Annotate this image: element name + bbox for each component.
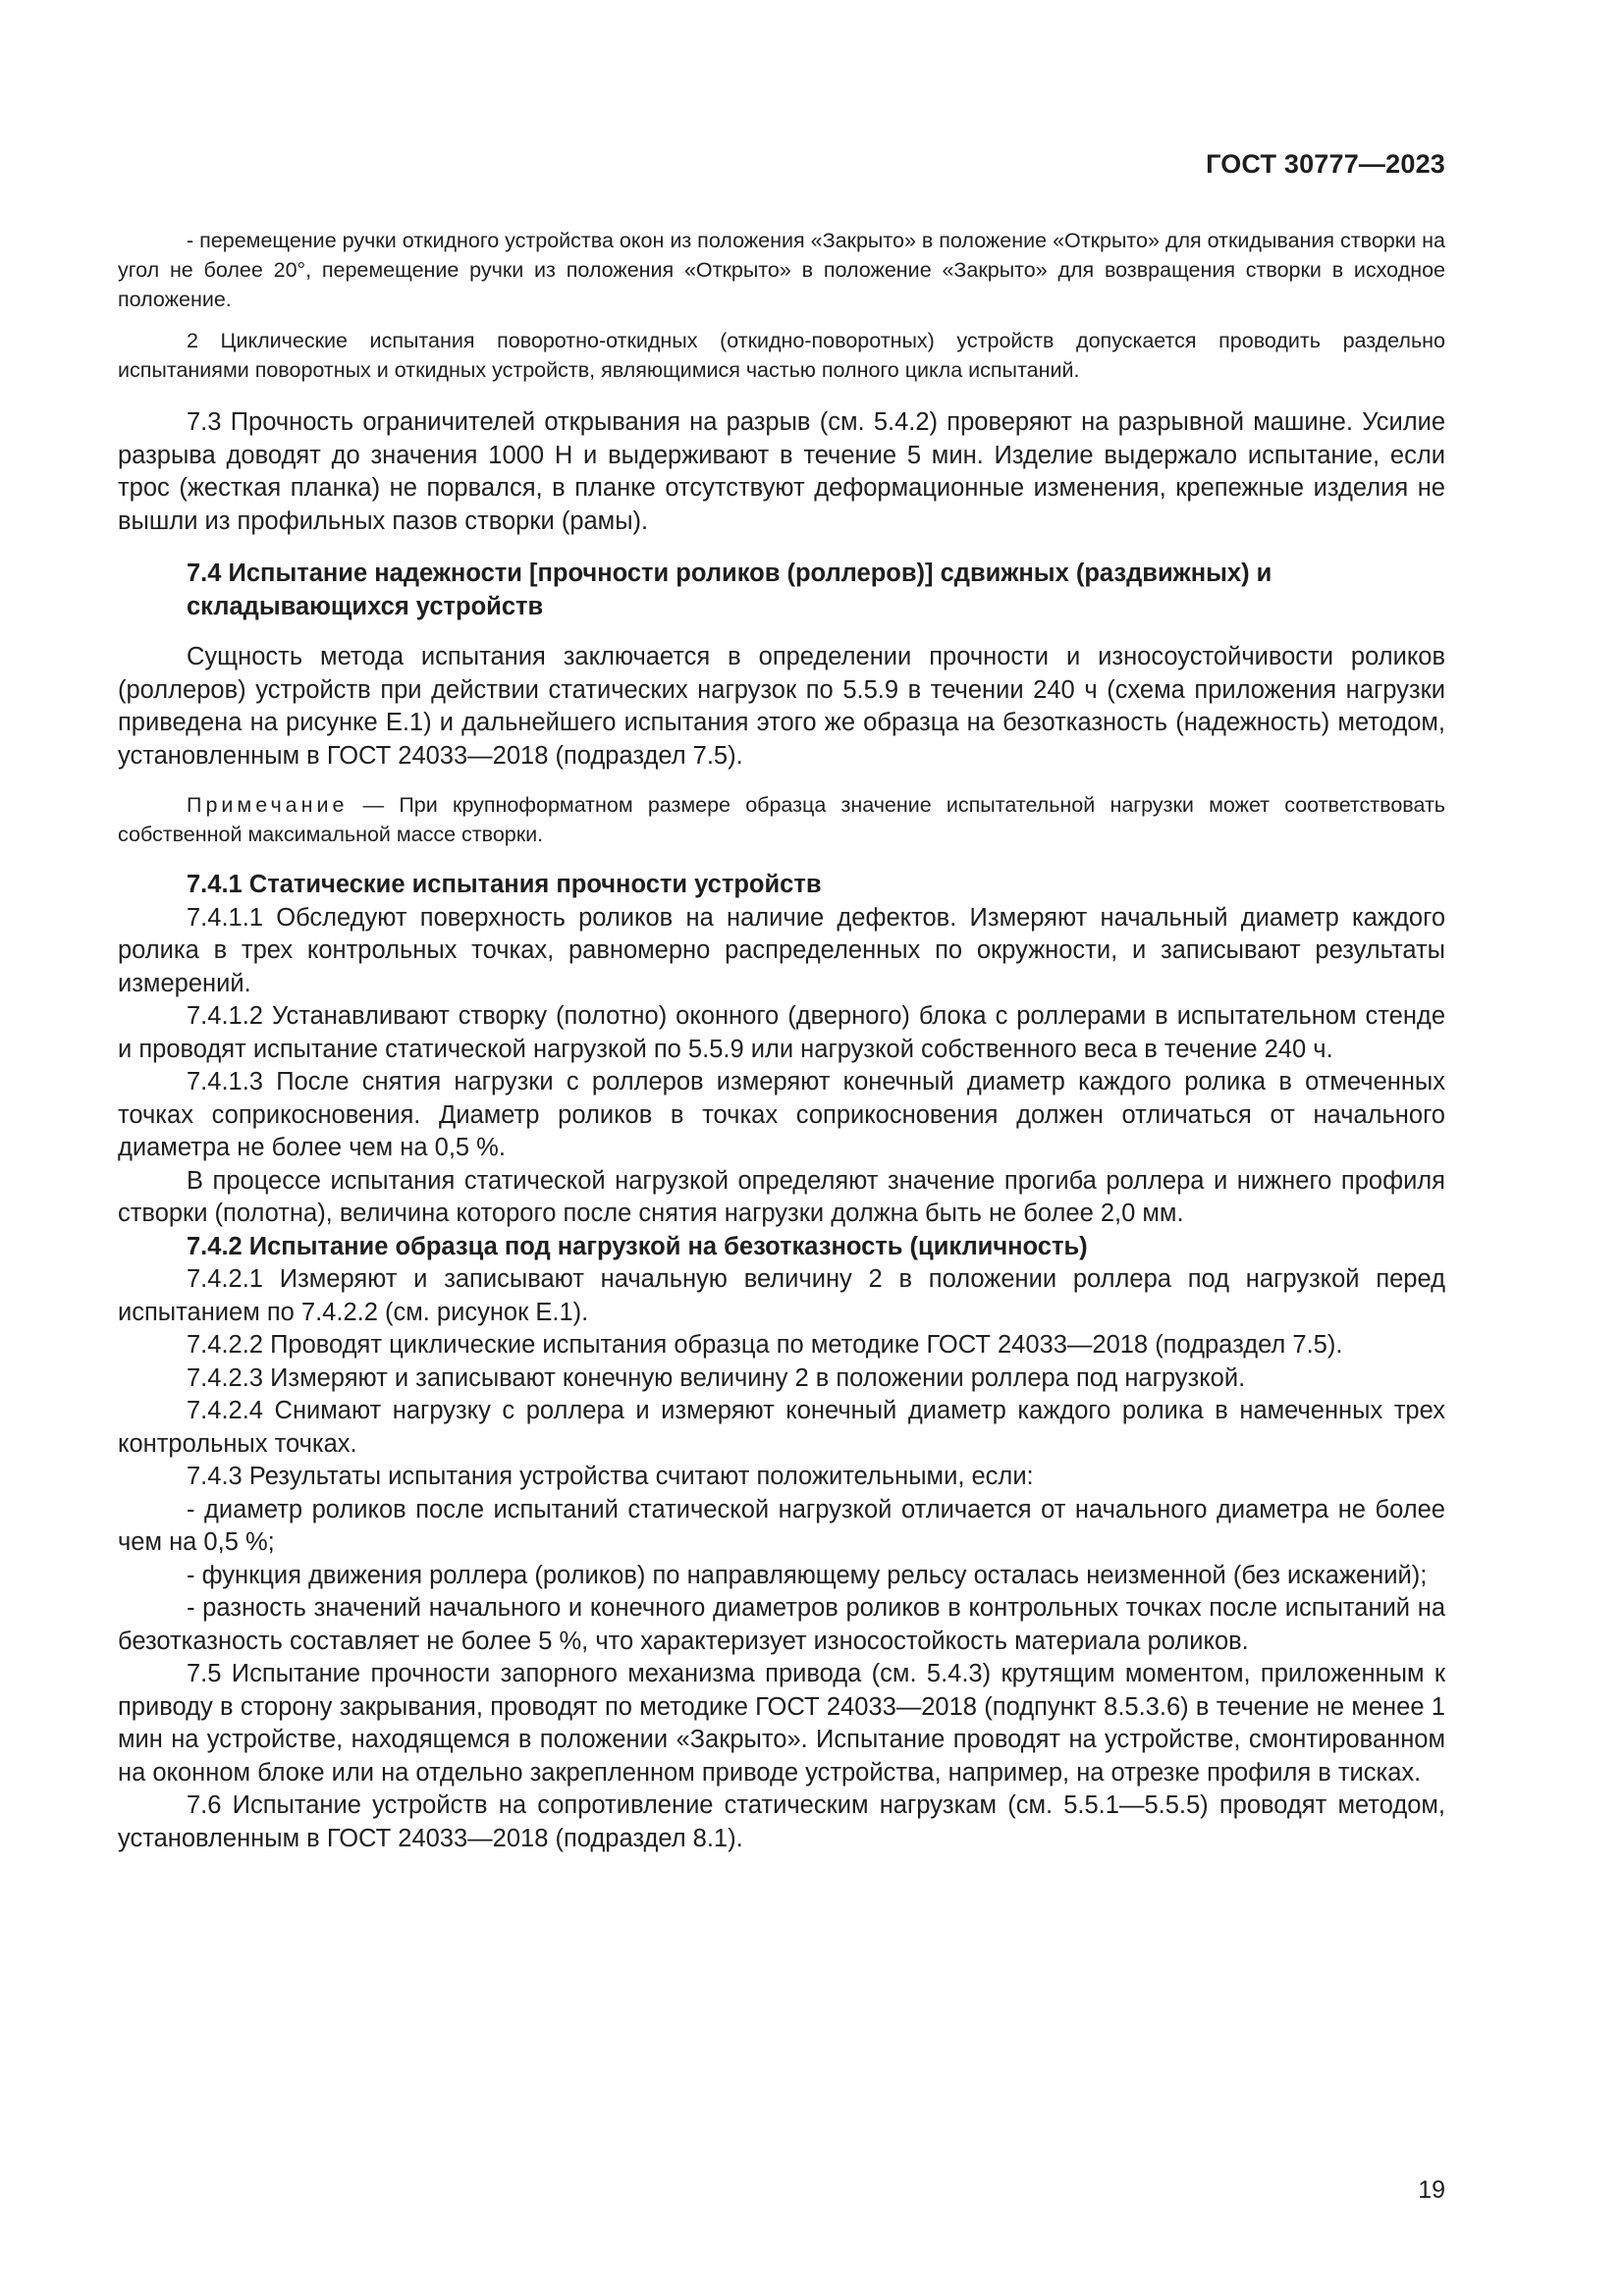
list-item: - диаметр роликов после испытаний статической нагрузкой отличается от начального диаметра не более чем на 0,5 %; (118, 1495, 1445, 1556)
paragraph-7-4: Сущность метода испытания заключается в определении прочности и износоустойчивости роликов (роллеров) устройств при действии статических нагрузок по 5.5.9 в течении 240 ч (схема приложения нагрузки приведена на рисунке Е.1) и дальнейшего испытания этого же образца на безотказность (надежность) методом, установленным в ГОСТ 24033—2018 (подраздел 7.5). (118, 643, 1445, 770)
page-number: 19 (1418, 2176, 1445, 2204)
heading-7-4-2: 7.4.2 Испытание образца под нагрузкой на безотказность (цикличность) (187, 1232, 1088, 1260)
heading-7-4: 7.4 Испытание надежности [прочности роликов (роллеров)] сдвижных (раздвижных) и складывающихся устройств (187, 560, 1272, 620)
note-item: 2 Циклические испытания поворотно-откидных (откидно-поворотных) устройств допускается проводить раздельно испытаниями поворотных и откидных устройств, являющимися частью полного цикла испытаний. (118, 329, 1445, 382)
paragraph-7-4-2-4: 7.4.2.4 Снимают нагрузку с роллера и измеряют конечный диаметр каждого ролика в намеченных трех контрольных точках. (118, 1397, 1445, 1458)
paragraph-7-6: 7.6 Испытание устройств на сопротивление статическим нагрузкам (см. 5.5.1—5.5.5) проводят методом, установленным в ГОСТ 24033—2018 (подраздел 8.1). (118, 1791, 1445, 1852)
document-body (118, 226, 1445, 1855)
paragraph-7-3: 7.3 Прочность ограничителей открывания на разрыв (см. 5.4.2) проверяют на разрывной машине. Усилие разрыва доводят до значения 1000 Н и выдерживают в течение 5 мин. Изделие выдержало испытание, если трос (жесткая планка) не порвался, в планке отсутствуют деформационные изменения, крепежные изделия не вышли из профильных пазов створки (рамы). (118, 408, 1445, 535)
paragraph-7-4-1-2: 7.4.1.2 Устанавливают створку (полотно) оконного (дверного) блока с роллерами в испытательном стенде и проводят испытание статической нагрузкой по 5.5.9 или нагрузкой собственного веса в течение 240 ч. (118, 1002, 1445, 1063)
list-item: - функция движения роллера (роликов) по направляющему рельсу осталась неизменной (без искажений); (187, 1561, 1428, 1589)
note-label: Примечание (187, 793, 349, 817)
note-paragraph (118, 790, 1445, 849)
paragraph-7-4-2-1: 7.4.2.1 Измеряют и записывают начальную величину 2 в положении роллера под нагрузкой перед испытанием по 7.4.2.2 (см. рисунок Е.1). (118, 1265, 1445, 1326)
paragraph-7-4-2-2: 7.4.2.2 Проводят циклические испытания образца по методике ГОСТ 24033—2018 (подраздел 7.5). (187, 1331, 1343, 1359)
paragraph-deflection: В процессе испытания статической нагрузкой определяют значение прогиба роллера и нижнего профиля створки (полотна), величина которого после снятия нагрузки должна быть не более 2,0 мм. (118, 1166, 1445, 1227)
paragraph-7-4-3: 7.4.3 Результаты испытания устройства считают положительными, если: (187, 1463, 1034, 1490)
list-item: - перемещение ручки откидного устройства окон из положения «Закрыто» в положение «Открыто» для откидывания створки на угол не более 20°, перемещение ручки из положения «Открыто» в положение «Закрыто» для возвращения створки в исходное положение. (118, 229, 1445, 311)
document-header: ГОСТ 30777—2023 (1206, 149, 1445, 179)
paragraph-7-4-2-3: 7.4.2.3 Измеряют и записывают конечную величину 2 в положении роллера под нагрузкой. (187, 1363, 1246, 1392)
heading-7-4-1: 7.4.1 Статические испытания прочности устройств (187, 871, 822, 898)
paragraph-7-4-1-1: 7.4.1.1 Обследуют поверхность роликов на наличие дефектов. Измеряют начальный диаметр каждого ролика в трех контрольных точках, равномерно распределенных по окружности, и записывают результаты измерений. (118, 903, 1445, 997)
paragraph-7-4-1-3: 7.4.1.3 После снятия нагрузки с роллеров измеряют конечный диаметр каждого ролика в отмеченных точках соприкосновения. Диаметр роликов в точках соприкосновения должен отличаться от начального диаметра не более чем на 0,5 %. (118, 1068, 1445, 1161)
paragraph-7-5: 7.5 Испытание прочности запорного механизма привода (см. 5.4.3) крутящим моментом, приложенным к приводу в сторону закрывания, проводят по методике ГОСТ 24033—2018 (подпункт 8.5.3.6) в течение не менее 1 мин на устройстве, находящемся в положении «Закрыто». Испытание проводят на устройстве, смонтированном на оконном блоке или на отдельно закрепленном приводе устройства, например, на отрезке профиля в тисках. (118, 1660, 1445, 1787)
list-item: - разность значений начального и конечного диаметров роликов в контрольных точках после испытаний на безотказность составляет не более 5 %, что характеризует износостойкость материала роликов. (118, 1594, 1445, 1655)
note-text: — При крупноформатном размере образца значение испытательной нагрузки может соответствовать собственной максимальной массе створки. (118, 793, 1445, 846)
